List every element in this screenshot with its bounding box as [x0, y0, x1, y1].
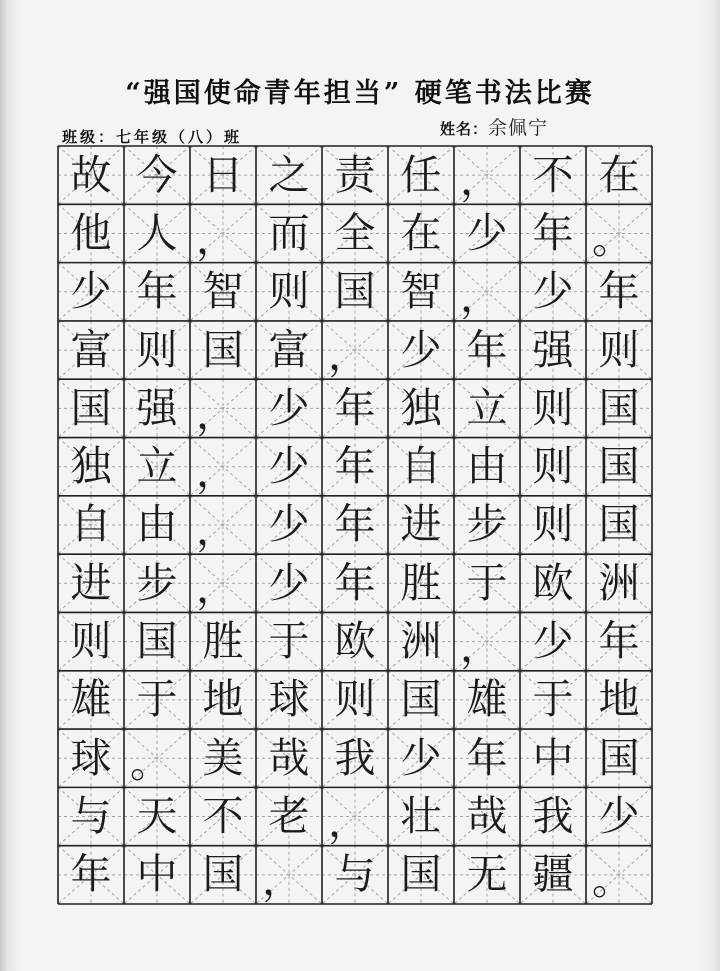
grid-character: 少 [400, 325, 442, 374]
grid-character: 国 [202, 850, 244, 899]
grid-character: 少 [532, 617, 574, 666]
grid-character: 日 [202, 150, 244, 199]
grid-punctuation: ， [460, 622, 501, 671]
grid-character: 国 [70, 383, 112, 432]
grid-punctuation: ， [196, 389, 237, 438]
grid-character: 他 [70, 208, 112, 257]
grid-character: 则 [532, 383, 574, 432]
grid-character: 立 [466, 383, 508, 432]
grid-character: 国 [202, 325, 244, 374]
grid-character: 少 [268, 383, 310, 432]
grid-character: 年 [466, 325, 508, 374]
grid-character: 老 [268, 792, 310, 841]
grid-character: 中 [136, 850, 178, 899]
grid-character: 少 [268, 500, 310, 549]
grid-character: 球 [268, 675, 310, 724]
grid-character: 国 [136, 617, 178, 666]
grid-character: 与 [70, 792, 112, 841]
grid-character: 雄 [70, 675, 112, 724]
grid-character: 疆 [532, 850, 574, 899]
sheet-header [0, 0, 720, 146]
grid-punctuation: ， [262, 856, 303, 904]
grid-punctuation: 。 [592, 214, 633, 263]
grid-character: 少 [466, 208, 508, 257]
grid-character: 则 [136, 325, 178, 374]
grid-punctuation: 。 [130, 739, 171, 788]
grid-character: 年 [70, 850, 112, 899]
grid-punctuation: ， [196, 564, 237, 613]
grid-character: 则 [334, 675, 376, 724]
grid-character: 我 [532, 792, 574, 841]
grid-character: 于 [136, 675, 178, 724]
grid-character: 国 [598, 442, 640, 491]
grid-character: 洲 [598, 558, 640, 607]
grid-character: 任 [400, 150, 442, 199]
grid-character: 国 [400, 675, 442, 724]
grid-character: 哉 [466, 792, 508, 841]
handwritten-name: 余佩宁 [488, 117, 549, 139]
grid-character: 洲 [400, 617, 442, 666]
grid-character: 不 [532, 150, 574, 199]
grid-character: 全 [334, 208, 376, 257]
grid-character: 与 [334, 850, 376, 899]
grid-character: 年 [466, 733, 508, 782]
grid-character: 智 [400, 267, 442, 316]
grid-character: 胜 [202, 617, 244, 666]
grid-punctuation: ， [328, 797, 369, 846]
grid-punctuation: ， [196, 214, 237, 263]
grid-character: 我 [334, 733, 376, 782]
grid-character: 智 [202, 267, 244, 316]
grid-character: 雄 [466, 675, 508, 724]
grid-character: 在 [598, 150, 640, 199]
grid-character: 地 [598, 675, 640, 724]
grid-punctuation: 。 [592, 856, 633, 904]
grid-character: 少 [70, 267, 112, 316]
grid-character: 于 [532, 675, 574, 724]
grid-character: 则 [70, 617, 112, 666]
grid-character: 国 [334, 267, 376, 316]
grid-character: 而 [268, 208, 310, 257]
grid-character: 于 [466, 558, 508, 607]
grid-punctuation: ， [328, 331, 369, 380]
class-label: 班级：七年级（八）班 [62, 128, 243, 146]
grid-character: 年 [334, 383, 376, 432]
grid-character: 由 [136, 500, 178, 549]
grid-punctuation: ， [196, 447, 237, 496]
grid-character: 则 [268, 267, 310, 316]
grid-character: 由 [466, 442, 508, 491]
grid-character: 美 [202, 733, 244, 782]
grid-character: 年 [532, 208, 574, 257]
grid-character: 少 [268, 442, 310, 491]
grid-character: 地 [202, 675, 244, 724]
grid-character: 年 [334, 558, 376, 607]
grid-character: 年 [334, 442, 376, 491]
grid-character: 国 [598, 733, 640, 782]
grid-character: 故 [70, 150, 112, 199]
grid-character: 人 [136, 208, 178, 257]
grid-character: 则 [532, 500, 574, 549]
grid-character: 少 [598, 792, 640, 841]
grid-character: 富 [268, 325, 310, 374]
grid-character: 自 [70, 500, 112, 549]
grid-character: 在 [400, 208, 442, 257]
grid-character: 欧 [334, 617, 376, 666]
competition-title: “强国使命青年担当” 硬笔书法比赛 [125, 78, 595, 109]
grid-punctuation: ， [460, 156, 501, 205]
grid-character: 则 [532, 442, 574, 491]
grid-character: 步 [136, 558, 178, 607]
student-name-field [440, 113, 548, 140]
grid-character: 天 [136, 792, 178, 841]
grid-character: 欧 [532, 558, 574, 607]
grid-character: 壮 [400, 792, 442, 841]
grid-character: 进 [400, 500, 442, 549]
grid-character: 之 [268, 150, 310, 199]
grid-cells [58, 146, 652, 904]
grid-character: 则 [598, 325, 640, 374]
grid-character: 年 [334, 500, 376, 549]
grid-punctuation: ， [196, 506, 237, 555]
name-label: 姓名： [440, 120, 489, 138]
grid-character: 不 [202, 792, 244, 841]
grid-character: 独 [400, 383, 442, 432]
writing-grid [58, 146, 652, 904]
grid-character: 少 [532, 267, 574, 316]
grid-character: 进 [70, 558, 112, 607]
grid-character: 于 [268, 617, 310, 666]
grid-character: 国 [598, 500, 640, 549]
grid-character: 国 [598, 383, 640, 432]
grid-character: 胜 [400, 558, 442, 607]
grid-character: 无 [466, 850, 508, 899]
grid-character: 年 [136, 267, 178, 316]
grid-punctuation: ， [460, 272, 501, 321]
grid-character: 年 [598, 617, 640, 666]
grid-character: 国 [400, 850, 442, 899]
grid-character: 球 [70, 733, 112, 782]
grid-character: 强 [136, 383, 178, 432]
grid-character: 责 [334, 150, 376, 199]
grid-character: 中 [532, 733, 574, 782]
grid-character: 强 [532, 325, 574, 374]
grid-character: 自 [400, 442, 442, 491]
grid-character: 立 [136, 442, 178, 491]
grid-character: 哉 [268, 733, 310, 782]
grid-character: 少 [268, 558, 310, 607]
grid-character: 独 [70, 442, 112, 491]
grid-character: 年 [598, 267, 640, 316]
grid-character: 步 [466, 500, 508, 549]
grid-character: 少 [400, 733, 442, 782]
grid-character: 富 [70, 325, 112, 374]
grid-character: 今 [136, 150, 178, 199]
